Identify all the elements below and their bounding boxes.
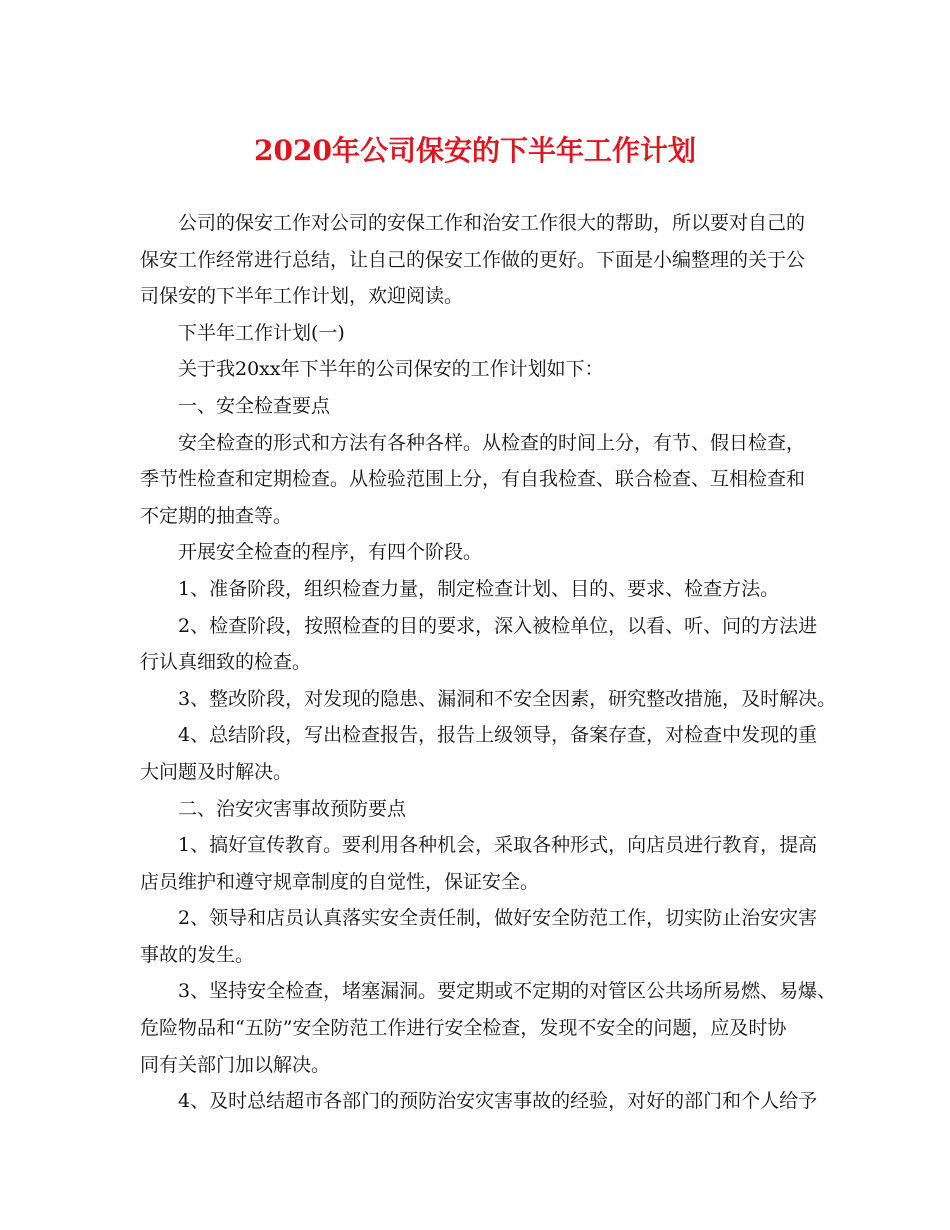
body-line: 保安工作经常进行总结，让自己的保安工作做的更好。下面是小编整理的关于公 [140,248,806,271]
body-line: 4、总结阶段，写出检查报告，报告上级领导，备案存查，对检查中发现的重 [178,724,818,747]
body-line: 危险物品和“五防”安全防范工作进行安全检查，发现不安全的问题，应及时协 [140,1017,787,1040]
body-line: 下半年工作计划(一) [178,321,345,344]
body-line: 同有关部门加以解决。 [140,1053,331,1076]
body-line: 公司的保安工作对公司的安保工作和治安工作很大的帮助，所以要对自己的 [178,212,806,234]
body-line: 开展安全检查的程序，有四个阶段。 [178,541,483,564]
body-line: 1、搞好宣传教育。要利用各种机会，采取各种形式，向店员进行教育，提高 [178,834,818,857]
body-line: 一、安全检查要点 [178,394,331,417]
body-line: 大问题及时解决。 [140,760,293,783]
body-line: 2、领导和店员认真落实安全责任制，做好安全防范工作，切实防止治安灾害 [178,907,818,930]
page-title: 2020年公司保安的下半年工作计划 [254,134,696,167]
body-line: 3、整改阶段，对发现的隐患、漏洞和不安全因素，研究整改措施，及时解决。 [178,687,837,710]
body-line: 4、及时总结超市各部门的预防治安灾害事故的经验，对好的部门和个人给予 [178,1090,818,1113]
body-line: 店员维护和遵守规章制度的自觉性，保证安全。 [140,870,540,893]
body-line: 不定期的抽查等。 [140,504,293,527]
body-line: 3、坚持安全检查，堵塞漏洞。要定期或不定期的对管区公共场所易燃、易爆、 [178,980,837,1003]
body-line: 关于我20xx年下半年的公司保安的工作计划如下： [178,358,604,381]
body-line: 二、治安灾害事故预防要点 [178,797,407,820]
body-line: 事故的发生。 [140,943,255,966]
document-body [140,205,837,1120]
body-line: 司保安的下半年工作计划，欢迎阅读。 [140,285,464,308]
body-line: 2、检查阶段，按照检查的目的要求，深入被检单位，以看、听、问的方法进 [178,614,818,637]
body-line: 行认真细致的检查。 [140,651,312,674]
body-line: 季节性检查和定期检查。从检验范围上分，有自我检查、联合检查、互相检查和 [140,468,806,491]
body-line: 安全检查的形式和方法有各种各样。从检查的时间上分，有节、假日检查， [178,431,806,454]
body-line: 1、准备阶段，组织检查力量，制定检查计划、目的、要求、检查方法。 [178,577,780,600]
